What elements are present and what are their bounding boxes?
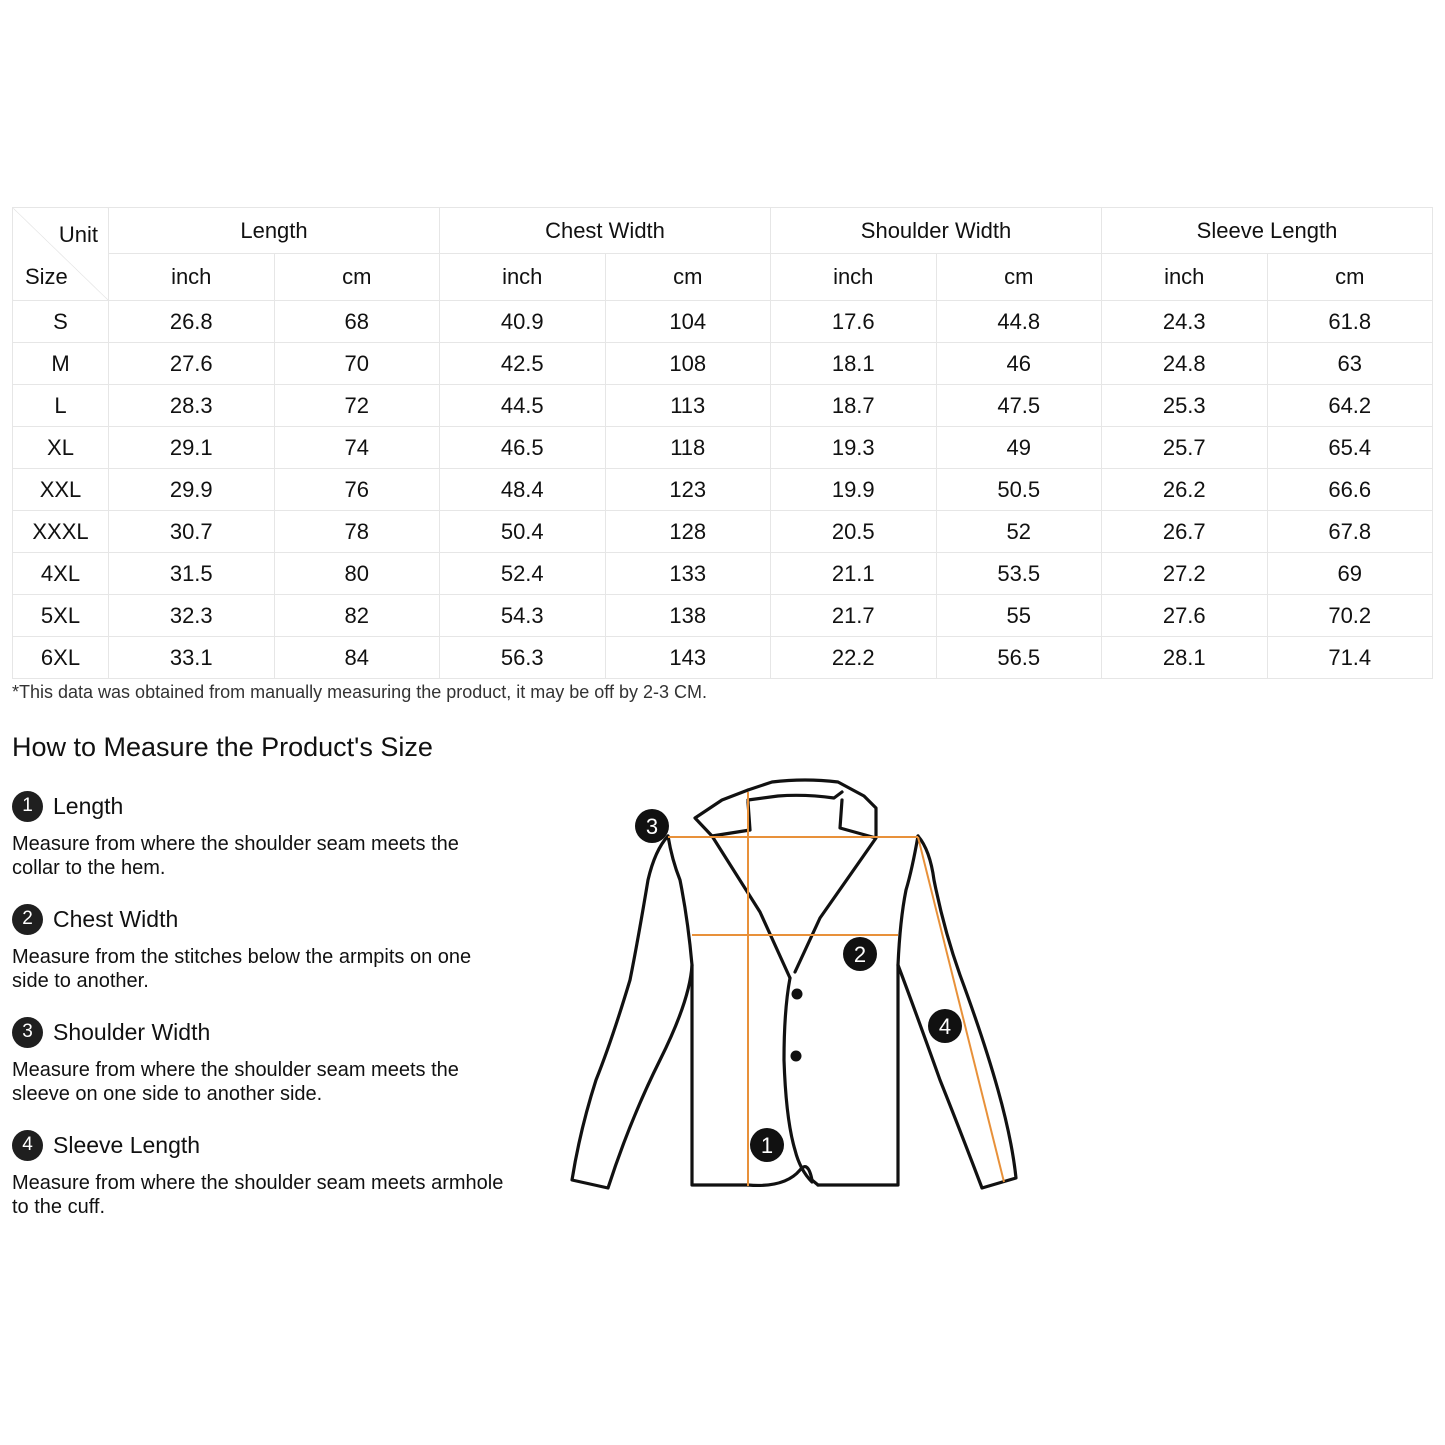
- measurement-note: *This data was obtained from manually measuring the product, it may be off by 2-3 CM.: [12, 682, 708, 702]
- table-row: [13, 427, 1433, 469]
- table-cell: 27.6: [109, 343, 275, 385]
- marker-number: 4: [938, 1014, 952, 1039]
- table-cell: 47.5: [936, 385, 1102, 427]
- table-cell: 64.2: [1267, 385, 1433, 427]
- step-shoulder-width: [12, 1014, 512, 1127]
- unit-label: Unit: [58, 222, 98, 247]
- marker-4: [928, 1009, 962, 1043]
- table-cell: 24.8: [1102, 343, 1268, 385]
- table-cell: 65.4: [1267, 427, 1433, 469]
- table-cell: 63: [1267, 343, 1433, 385]
- table-cell: 19.9: [771, 469, 937, 511]
- unit-header: inch: [771, 254, 937, 301]
- step-length: [12, 788, 512, 901]
- table-row: [13, 343, 1433, 385]
- table-cell: 128: [605, 511, 771, 553]
- size-label: Size: [25, 264, 68, 289]
- size-cell: S: [13, 301, 109, 343]
- table-row: [13, 301, 1433, 343]
- table-cell: 104: [605, 301, 771, 343]
- table-row: [13, 553, 1433, 595]
- table-cell: 71.4: [1267, 637, 1433, 679]
- marker-2: [843, 937, 877, 971]
- marker-number: 3: [645, 814, 659, 839]
- table-cell: 76: [274, 469, 440, 511]
- table-cell: 26.2: [1102, 469, 1268, 511]
- table-cell: 25.7: [1102, 427, 1268, 469]
- header-chest-width: Chest Width: [440, 208, 771, 254]
- table-cell: 138: [605, 595, 771, 637]
- collar-left: [695, 790, 748, 836]
- table-cell: 29.1: [109, 427, 275, 469]
- table-cell: 118: [605, 427, 771, 469]
- table-cell: 49: [936, 427, 1102, 469]
- size-cell: XXL: [13, 469, 109, 511]
- table-cell: 53.5: [936, 553, 1102, 595]
- unit-header: cm: [936, 254, 1102, 301]
- table-cell: 123: [605, 469, 771, 511]
- unit-header-row: [13, 254, 1433, 301]
- step-header: [12, 788, 512, 824]
- step-number-badge: 2: [12, 904, 43, 935]
- size-cell: 4XL: [13, 553, 109, 595]
- step-sleeve-length: [12, 1127, 512, 1240]
- header-length: Length: [109, 208, 440, 254]
- table-cell: 82: [274, 595, 440, 637]
- table-cell: 21.7: [771, 595, 937, 637]
- table-row: [13, 595, 1433, 637]
- step-title: Sleeve Length: [53, 1131, 201, 1158]
- step-header: [12, 901, 512, 937]
- table-cell: 31.5: [109, 553, 275, 595]
- table-cell: 56.3: [440, 637, 606, 679]
- marker-number: 1: [760, 1133, 774, 1158]
- step-title: Chest Width: [53, 905, 179, 932]
- table-cell: 52: [936, 511, 1102, 553]
- table-row: [13, 469, 1433, 511]
- table-cell: 24.3: [1102, 301, 1268, 343]
- table-cell: 44.5: [440, 385, 606, 427]
- table-cell: 68: [274, 301, 440, 343]
- measurement-header-row: [13, 208, 1433, 254]
- sleeve-left: [572, 836, 692, 1188]
- table-cell: 50.5: [936, 469, 1102, 511]
- lapel-left: [712, 802, 790, 978]
- table-cell: 46.5: [440, 427, 606, 469]
- unit-header: cm: [1267, 254, 1433, 301]
- collar-back: [748, 792, 842, 800]
- table-cell: 33.1: [109, 637, 275, 679]
- step-description: Measure from where the shoulder seam meets the sleeve on one side to another side.: [12, 1059, 459, 1105]
- table-cell: 52.4: [440, 553, 606, 595]
- table-cell: 28.3: [109, 385, 275, 427]
- table-cell: 74: [274, 427, 440, 469]
- table-cell: 72: [274, 385, 440, 427]
- table-corner-cell: [13, 208, 109, 301]
- table-cell: 40.9: [440, 301, 606, 343]
- table-row: [13, 637, 1433, 679]
- table-cell: 21.1: [771, 553, 937, 595]
- measure-guide-title: How to Measure the Product's Size: [12, 732, 433, 762]
- table-cell: 84: [274, 637, 440, 679]
- size-cell: M: [13, 343, 109, 385]
- table-row: [13, 385, 1433, 427]
- step-description: Measure from the stitches below the armpits on one side to another.: [12, 946, 472, 992]
- unit-header: inch: [440, 254, 606, 301]
- table-cell: 27.6: [1102, 595, 1268, 637]
- size-cell: 5XL: [13, 595, 109, 637]
- table-cell: 28.1: [1102, 637, 1268, 679]
- table-cell: 70: [274, 343, 440, 385]
- step-number-badge: 3: [12, 1017, 43, 1048]
- table-cell: 32.3: [109, 595, 275, 637]
- table-cell: 56.5: [936, 637, 1102, 679]
- step-title: Shoulder Width: [53, 1018, 211, 1045]
- size-cell: 6XL: [13, 637, 109, 679]
- table-cell: 67.8: [1267, 511, 1433, 553]
- button-icon: [791, 1051, 802, 1062]
- marker-1: [750, 1128, 784, 1162]
- table-row: [13, 511, 1433, 553]
- table-cell: 48.4: [440, 469, 606, 511]
- table-cell: 42.5: [440, 343, 606, 385]
- step-number-badge: 1: [12, 791, 43, 822]
- table-cell: 46: [936, 343, 1102, 385]
- marker-3: [635, 809, 669, 843]
- table-cell: 69: [1267, 553, 1433, 595]
- table-cell: 50.4: [440, 511, 606, 553]
- unit-header: cm: [605, 254, 771, 301]
- body-right: [818, 836, 918, 1185]
- unit-header: inch: [109, 254, 275, 301]
- front-opening: [784, 978, 812, 1182]
- sleeve-right: [898, 836, 1016, 1188]
- step-number-badge: 4: [12, 1130, 43, 1161]
- table-cell: 133: [605, 553, 771, 595]
- measure-steps: [12, 788, 512, 1240]
- table-cell: 27.2: [1102, 553, 1268, 595]
- step-description: Measure from where the shoulder seam meets the collar to the hem.: [12, 833, 459, 879]
- button-icon: [792, 989, 803, 1000]
- size-cell: XL: [13, 427, 109, 469]
- table-cell: 22.2: [771, 637, 937, 679]
- table-cell: 66.6: [1267, 469, 1433, 511]
- table-cell: 55: [936, 595, 1102, 637]
- table-cell: 25.3: [1102, 385, 1268, 427]
- step-description: Measure from where the shoulder seam meets armhole to the cuff.: [12, 1172, 504, 1218]
- header-sleeve-length: Sleeve Length: [1102, 208, 1433, 254]
- table-cell: 70.2: [1267, 595, 1433, 637]
- table-cell: 78: [274, 511, 440, 553]
- table-cell: 80: [274, 553, 440, 595]
- table-cell: 44.8: [936, 301, 1102, 343]
- size-cell: XXXL: [13, 511, 109, 553]
- size-chart-table: [12, 207, 1433, 679]
- table-cell: 29.9: [109, 469, 275, 511]
- step-header: [12, 1127, 512, 1163]
- table-cell: 18.1: [771, 343, 937, 385]
- table-cell: 143: [605, 637, 771, 679]
- header-shoulder-width: Shoulder Width: [771, 208, 1102, 254]
- table-cell: 19.3: [771, 427, 937, 469]
- table-cell: 30.7: [109, 511, 275, 553]
- unit-header: cm: [274, 254, 440, 301]
- step-title: Length: [53, 792, 124, 819]
- measurement-lines: [668, 792, 1004, 1186]
- jacket-outline: [572, 780, 1016, 1188]
- table-cell: 20.5: [771, 511, 937, 553]
- marker-number: 2: [853, 942, 867, 967]
- unit-header: inch: [1102, 254, 1268, 301]
- table-cell: 113: [605, 385, 771, 427]
- table-cell: 26.7: [1102, 511, 1268, 553]
- table-cell: 108: [605, 343, 771, 385]
- step-chest-width: [12, 901, 512, 1014]
- step-header: [12, 1014, 512, 1050]
- collar-line: [748, 780, 876, 836]
- table-cell: 54.3: [440, 595, 606, 637]
- size-cell: L: [13, 385, 109, 427]
- blazer-outline-icon: [560, 770, 1030, 1200]
- table-cell: 17.6: [771, 301, 937, 343]
- table-cell: 18.7: [771, 385, 937, 427]
- table-cell: 26.8: [109, 301, 275, 343]
- table-cell: 61.8: [1267, 301, 1433, 343]
